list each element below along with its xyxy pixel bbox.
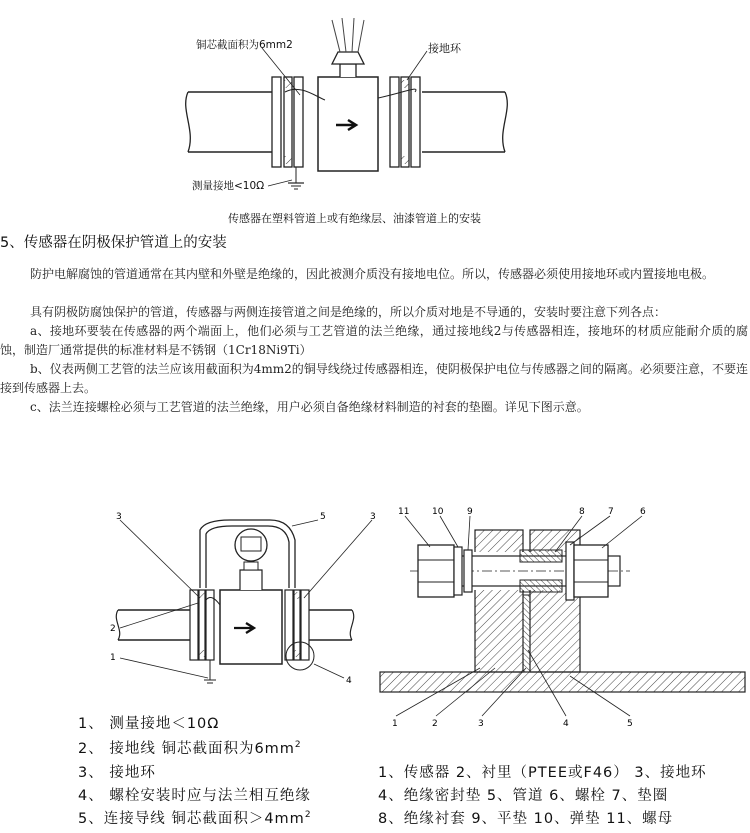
legend-right-item: 4、绝缘密封垫 5、管道 6、螺栓 7、垫圈	[378, 788, 669, 804]
legend-left-item: 5、连接导线 铜芯截面积$>4mm^2$	[78, 810, 312, 827]
callout: 3	[478, 719, 484, 729]
callout: 3	[116, 512, 122, 522]
label-ground-ring: 接地环	[428, 42, 461, 55]
callout: 6	[640, 507, 646, 517]
legend-left-item: 3、 接地环	[78, 765, 156, 781]
figure1-caption: 传感器在塑料管道上或有绝缘层、油漆管道上的安装	[228, 212, 481, 225]
paragraph-2: 具有阴极防腐蚀保护的管道，传感器与两侧连接管道之间是绝缘的，所以介质对地是不导通的，安装时要注意下列各点：	[30, 305, 667, 319]
label-measure-ground: 测量接地<10Ω	[192, 180, 265, 192]
callout: 10	[432, 507, 444, 517]
callout: 2	[432, 719, 438, 729]
paragraph-1: 防护电解腐蚀的管道通常在其内壁和外壁是绝缘的，因此被测介质没有接地电位。所以，传感器必须使用接地环或内置接地电极。	[30, 267, 715, 281]
callout: 8	[579, 507, 585, 517]
callout: 3	[370, 512, 376, 522]
legend-right-item: 8、绝缘衬套 9、平垫 10、弹垫 11、螺母	[378, 811, 674, 827]
callout: 4	[563, 719, 569, 729]
callout: 4	[346, 676, 352, 686]
callout: 1	[110, 653, 116, 663]
paragraph-b: b、仪表两侧工艺管的法兰应该用截面积为4mm2的铜导线绕过传感器相连，使阴极保护电位与传感器之间的隔离。必须要注意，不要连接到传感器上去。	[0, 362, 748, 395]
callout: 2	[110, 624, 116, 634]
section-heading: 5、传感器在阴极保护管道上的安装	[0, 235, 227, 251]
callout: 7	[608, 507, 614, 517]
callout: 9	[467, 507, 473, 517]
figure-bolt-insulation	[370, 500, 750, 735]
legend-left-item: 2、 接地线 铜芯截面积为$6mm^2$	[78, 740, 302, 757]
callout: 11	[398, 507, 410, 517]
legend-right-item: 1、传感器 2、衬里（PTEE或F46） 3、接地环	[378, 765, 707, 781]
callout: 1	[392, 719, 398, 729]
figure-cathodic-install	[0, 500, 380, 700]
paragraph-c: c、法兰连接螺栓必须与工艺管道的法兰绝缘，用户必须自备绝缘材料制造的衬套的垫圈。详见下图示意。	[30, 400, 589, 414]
figure-plastic-pipe-install	[0, 0, 750, 230]
paragraph-a: a、接地环要装在传感器的两个端面上，他们必须与工艺管道的法兰绝缘，通过接地线2与传感器相连，接地环的材质应能耐介质的腐蚀，制造厂通常提供的标准材料是不锈钢（1Cr18Ni9Ti）	[0, 324, 748, 357]
legend-left-item: 4、 螺栓安装时应与法兰相互绝缘	[78, 788, 311, 804]
legend-left-item: 1、 测量接地＜10Ω	[78, 716, 220, 732]
callout: 5	[627, 719, 633, 729]
callout: 5	[320, 512, 326, 522]
label-wire-area: 铜芯截面积为6mm2	[196, 39, 293, 51]
